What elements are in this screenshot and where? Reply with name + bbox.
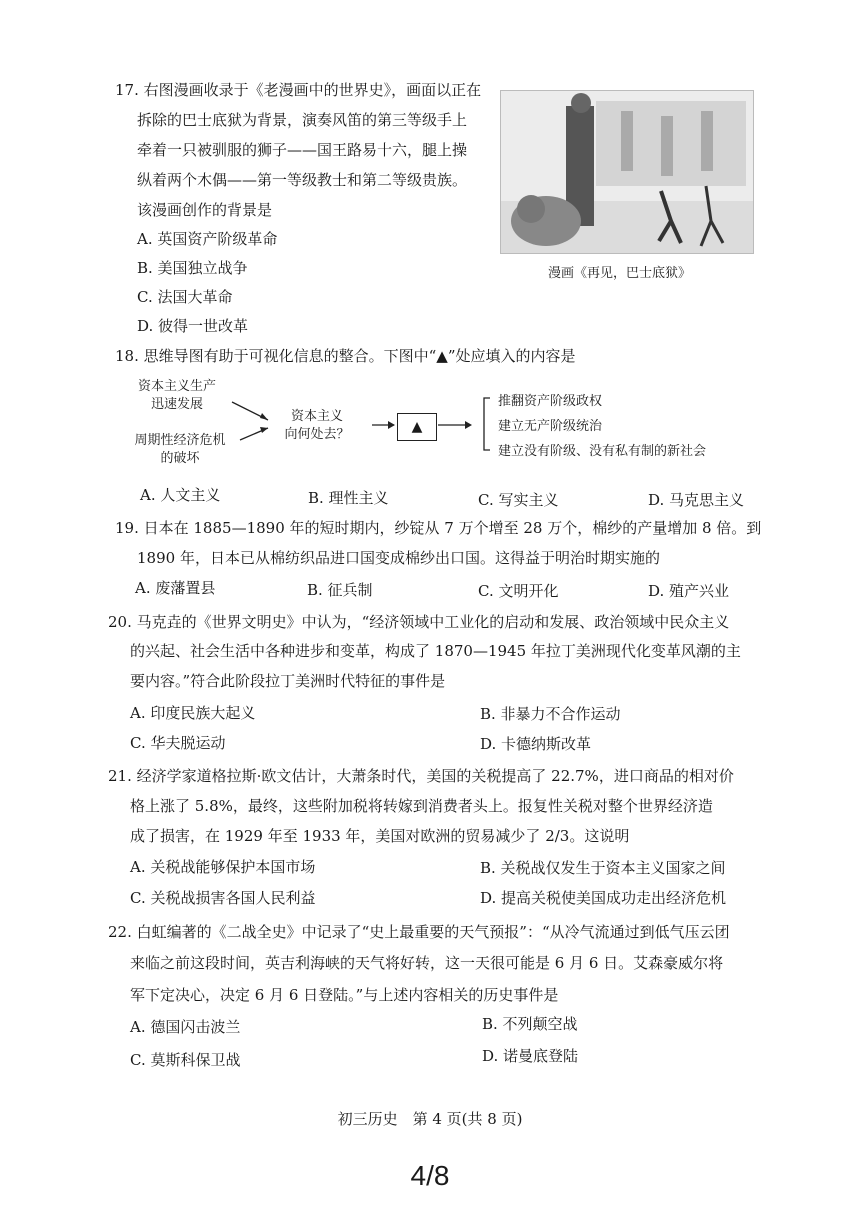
q20-line-2: 的兴起、社会生活中各种进步和变革，构成了 1870—1945 年拉丁美洲现代化变革风潮的主 xyxy=(130,642,741,660)
mindmap-right-2: 建立无产阶级统治 xyxy=(498,419,603,434)
q21-option-c: C. 关税战损害各国人民利益 xyxy=(130,889,316,907)
cartoon-caption: 漫画《再见，巴士底狱》 xyxy=(548,266,692,281)
mindmap-left-bottom: 周期性经济危机 的破坏 xyxy=(134,433,226,466)
page-indicator: 4/8 xyxy=(410,1160,450,1191)
q18-option-c: C. 写实主义 xyxy=(478,491,559,509)
q21-line-3: 成了损害，在 1929 年至 1933 年，美国对欧洲的贸易减少了 2/3。这说明 xyxy=(130,827,630,845)
q20-option-d: D. 卡德纳斯改革 xyxy=(480,735,592,753)
q18-option-b: B. 理性主义 xyxy=(308,489,389,507)
q17-line-4: 纵着两个木偶——第一等级教士和第二等级贵族。 xyxy=(137,171,468,189)
q22-line-1: 22. 白虹编著的《二战全史》中记录了“史上最重要的天气预报”：“从冷气流通过到低气压云团 xyxy=(108,923,730,941)
q21-option-d: D. 提高关税使美国成功走出经济危机 xyxy=(480,889,727,907)
mindmap-left-top: 资本主义生产 迅速发展 xyxy=(137,379,216,412)
q22-option-d: D. 诺曼底登陆 xyxy=(482,1047,579,1065)
q20-option-c: C. 华夫脱运动 xyxy=(130,734,226,752)
q19-option-d: D. 殖产兴业 xyxy=(648,582,730,600)
q19-option-c: C. 文明开化 xyxy=(478,582,559,600)
q21-line-2: 格上涨了 5.8%，最终，这些附加税将转嫁到消费者头上。报复性关税对整个世界经济造 xyxy=(130,797,713,815)
q22-line-3: 军下定决心，决定 6 月 6 日登陆。”与上述内容相关的历史事件是 xyxy=(130,986,559,1004)
q18-option-d: D. 马克思主义 xyxy=(648,491,745,509)
triangle-icon: ▲ xyxy=(411,419,423,435)
mindmap-connectors xyxy=(0,0,860,480)
q19-option-a: A. 废藩置县 xyxy=(135,579,216,597)
q20-line-1: 20. 马克垚的《世界文明史》中认为，“经济领域中工业化的启动和发展、政治领域中民众主义 xyxy=(108,613,730,631)
q22-option-a: A. 德国闪击波兰 xyxy=(130,1018,241,1036)
q19-option-b: B. 征兵制 xyxy=(307,581,373,599)
q20-line-3: 要内容。”符合此阶段拉丁美洲时代特征的事件是 xyxy=(130,672,446,690)
q20-option-b: B. 非暴力不合作运动 xyxy=(480,705,621,723)
mindmap-center: 资本主义 向何处去？ xyxy=(284,409,350,442)
q17-option-a: A. 英国资产阶级革命 xyxy=(137,230,278,248)
page-footer: 初三历史 第 4 页(共 8 页) xyxy=(337,1110,523,1128)
q22-option-b: B. 不列颠空战 xyxy=(482,1015,578,1033)
q22-line-2: 来临之前这段时间，英吉利海峡的天气将好转，这一天很可能是 6 月 6 日。艾森豪威尔将 xyxy=(130,954,724,972)
q21-option-a: A. 关税战能够保护本国市场 xyxy=(130,858,316,876)
mindmap-right-1: 推翻资产阶级政权 xyxy=(498,394,603,409)
q22-option-c: C. 莫斯科保卫战 xyxy=(130,1051,241,1069)
q17-line-2: 拆除的巴士底狱为背景，演奏风笛的第三等级手上 xyxy=(137,111,468,129)
q18-option-a: A. 人文主义 xyxy=(140,486,221,504)
q21-option-b: B. 关税战仅发生于资本主义国家之间 xyxy=(480,859,726,877)
mindmap-right-3: 建立没有阶级、没有私有制的新社会 xyxy=(498,444,707,459)
q17-option-c: C. 法国大革命 xyxy=(137,288,233,306)
q18-stem: 18. 思维导图有助于可视化信息的整合。下图中“▲”处应填入的内容是 xyxy=(115,347,576,365)
q19-line-2: 1890 年，日本已从棉纺织品进口国变成棉纱出口国。这得益于明治时期实施的 xyxy=(137,549,660,567)
q17-option-b: B. 美国独立战争 xyxy=(137,259,248,277)
q17-option-d: D. 彼得一世改革 xyxy=(137,317,249,335)
q20-option-a: A. 印度民族大起义 xyxy=(130,704,256,722)
q21-line-1: 21. 经济学家道格拉斯·欧文估计，大萧条时代，美国的关税提高了 22.7%，进口商品的相对价 xyxy=(108,767,734,785)
q17-line-3: 牵着一只被驯服的狮子——国王路易十六，腿上操 xyxy=(137,141,468,159)
q19-line-1: 19. 日本在 1885—1890 年的短时期内，纱锭从 7 万个增至 28 万个，棉纱的产量增加 8 倍。到 xyxy=(115,519,762,537)
q17-line-1: 17. 右图漫画收录于《老漫画中的世界史》，画面以正在 xyxy=(115,81,482,99)
q17-line-5: 该漫画创作的背景是 xyxy=(137,201,273,219)
